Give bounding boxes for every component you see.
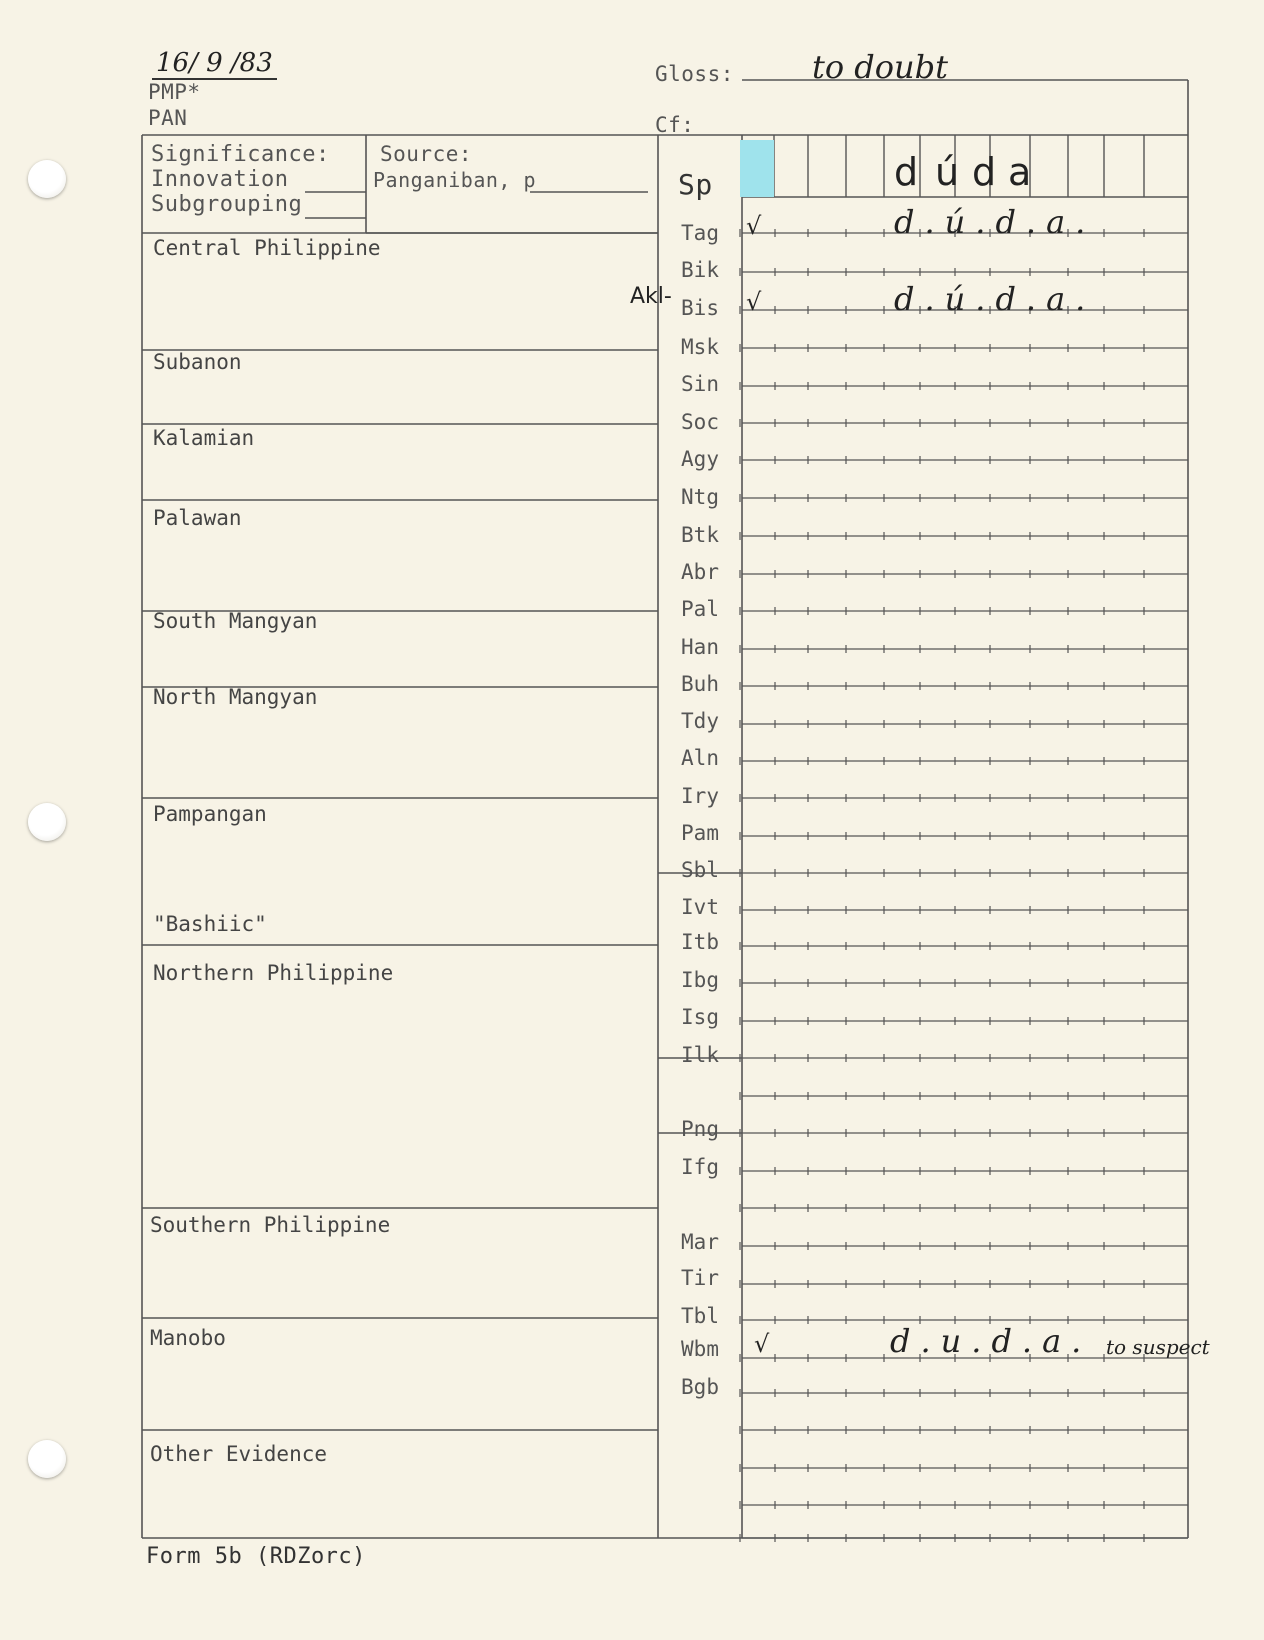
tag-form: d.ú.d.a. <box>894 203 1096 241</box>
gloss-value: to doubt <box>812 48 948 86</box>
language-label: Pal <box>681 597 719 621</box>
language-label: Bik <box>681 258 719 282</box>
language-label: Tir <box>681 1266 719 1290</box>
group-label: Palawan <box>153 506 242 530</box>
language-label: Ibg <box>681 968 719 992</box>
language-label: Soc <box>681 410 719 434</box>
language-label: Btk <box>681 523 719 547</box>
pan-label: PAN <box>148 106 188 130</box>
language-label: Tag <box>681 221 719 245</box>
group-label: Pampangan <box>153 802 267 826</box>
language-label: Wbm <box>681 1337 719 1361</box>
spelling-letter: d <box>894 150 919 194</box>
group-label: Central Philippine <box>153 236 381 260</box>
language-label: Aln <box>681 746 719 770</box>
group-label: South Mangyan <box>153 609 318 633</box>
tag-check-mark: √ <box>746 212 762 240</box>
language-label: Bis <box>681 296 719 320</box>
source-label: Source: <box>380 142 473 166</box>
form-footer: Form 5b (RDZorc) <box>146 1544 366 1569</box>
spelling-label: Sp <box>678 168 713 201</box>
gloss-label: Gloss: <box>655 62 734 86</box>
language-label: Sin <box>681 372 719 396</box>
language-label: Png <box>681 1117 719 1141</box>
wbm-check-mark: √ <box>754 1330 770 1358</box>
language-label: Pam <box>681 821 719 845</box>
source-value: Panganiban, p <box>373 168 537 192</box>
language-label: Bgb <box>681 1375 719 1399</box>
significance-label: Significance: <box>151 142 330 167</box>
language-label: Itb <box>681 930 719 954</box>
language-label: Sbl <box>681 858 719 882</box>
language-label: Isg <box>681 1005 719 1029</box>
group-label: Northern Philippine <box>153 961 394 985</box>
bis-check-mark: √ <box>746 288 762 316</box>
wbm-form: d.u.d.a. <box>890 1322 1092 1360</box>
group-label: Subanon <box>153 350 242 374</box>
group-label: Kalamian <box>153 426 255 450</box>
pmp-label: PMP* <box>148 80 201 104</box>
language-label: Ilk <box>681 1043 719 1067</box>
group-label: Southern Philippine <box>150 1213 391 1237</box>
language-label: Ivt <box>681 895 719 919</box>
subgrouping-label: Subgrouping <box>151 192 303 217</box>
spelling-highlight-cell <box>740 140 774 197</box>
language-label: Mar <box>681 1230 719 1254</box>
language-label: Ifg <box>681 1155 719 1179</box>
language-label: Ntg <box>681 485 719 509</box>
language-label: Han <box>681 635 719 659</box>
group-label: Other Evidence <box>150 1442 328 1466</box>
language-label: Tdy <box>681 709 719 733</box>
language-label: Tbl <box>681 1304 719 1328</box>
language-label: Agy <box>681 447 719 471</box>
spelling-letter: ú <box>935 150 960 194</box>
spelling-letter: a <box>1008 150 1032 194</box>
bis-form: d.ú.d.a. <box>894 280 1096 318</box>
group-label: Manobo <box>150 1326 226 1350</box>
date: 16/ 9 /83 <box>152 48 277 80</box>
language-label: Abr <box>681 560 719 584</box>
group-label: North Mangyan <box>153 685 318 709</box>
cf-label: Cf: <box>655 113 695 137</box>
group-label: "Bashiic" <box>153 912 267 936</box>
language-label: Msk <box>681 335 719 359</box>
language-label: Buh <box>681 672 719 696</box>
innovation-label: Innovation <box>151 167 289 192</box>
akl-prefix: Akl- <box>630 284 672 309</box>
spelling-letter: d <box>972 150 997 194</box>
wbm-note: to suspect <box>1106 1335 1210 1359</box>
language-label: Iry <box>681 784 719 808</box>
